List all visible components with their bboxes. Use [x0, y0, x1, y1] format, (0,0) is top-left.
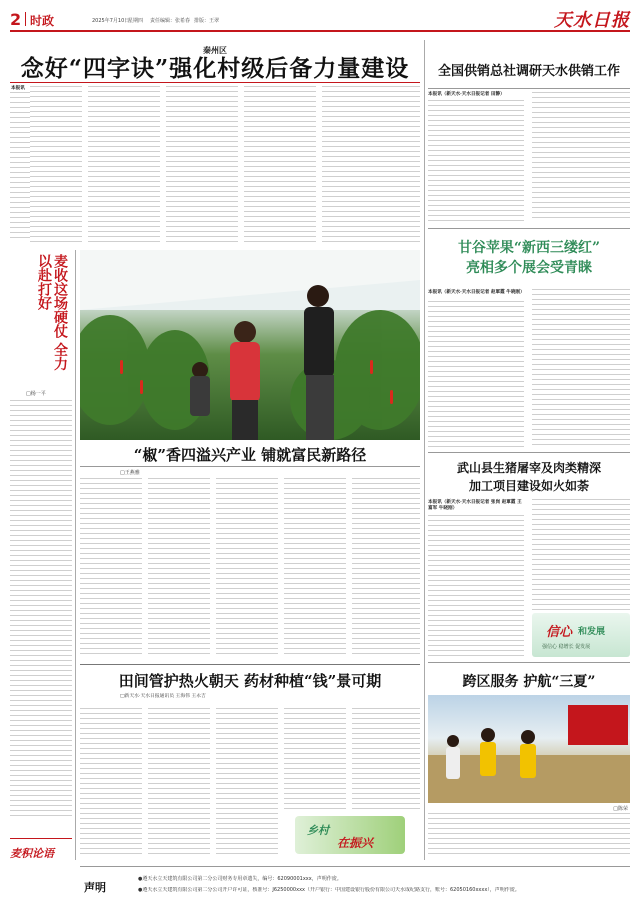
- designer-credit: 排版：王翠: [194, 18, 220, 24]
- lead-body-col-2: [88, 86, 160, 242]
- badge-line-2: 在振兴: [337, 836, 374, 850]
- pepper-rule: [80, 466, 420, 467]
- supply-headline: 全国供销总社调研天水供销工作: [437, 64, 620, 79]
- lead-kicker-text: 秦州区: [203, 45, 227, 55]
- issue-date: 2025年7月10日: [92, 18, 130, 24]
- footer-line-1: ●遵天水立天建筑有限公司第二分公司财务专用章遗失，编号：62090001xxx，声明作废。: [138, 876, 342, 882]
- pepper-headline: “椒”香四溢兴产业 铺就富民新路径: [133, 446, 367, 464]
- lead-byline: 本报讯: [11, 86, 25, 91]
- summer-byline: □陈荣: [613, 806, 628, 812]
- lead-headline: 念好“四字诀”强化村级后备力量建设: [20, 55, 410, 82]
- pepper-story: [80, 442, 420, 662]
- field-body-col-4: [284, 708, 346, 813]
- footer-label: 声明: [84, 881, 106, 894]
- wushan-story: [428, 452, 630, 660]
- field-rule-top: [80, 664, 420, 665]
- wushan-body-col-1: [428, 515, 524, 657]
- column-divider-right: [424, 40, 425, 860]
- field-story: [80, 664, 420, 860]
- supply-byline: 本报讯（新天水·天水日报记者 田静）: [428, 92, 505, 97]
- rural-revitalization-badge: [295, 816, 405, 854]
- confidence-banner: [532, 613, 630, 657]
- summer-headline: 跨区服务 护航“三夏”: [462, 674, 596, 690]
- badge-line-1: 乡村: [307, 824, 329, 837]
- pepper-body-col-2: [148, 478, 210, 658]
- confidence-slogan: 信心: [546, 625, 573, 640]
- lead-body-col-3: [166, 86, 238, 242]
- sidebar-byline: □杨一平: [26, 391, 46, 397]
- column-logo-text: 麦积论语: [10, 847, 54, 860]
- field-body-col-2: [148, 708, 210, 858]
- apple-story: [428, 228, 630, 450]
- sidebar-body: [10, 400, 72, 820]
- pepper-body-col-4: [284, 478, 346, 658]
- summer-photo-image: [428, 695, 630, 803]
- summer-photo: [428, 695, 630, 803]
- field-body-col-3: [216, 708, 278, 858]
- lead-body-col-5: [322, 86, 420, 242]
- page-number: 2: [10, 10, 22, 29]
- summer-body: [428, 813, 630, 857]
- field-body-col-5: [352, 708, 420, 813]
- pepper-body-col-1: [80, 478, 142, 658]
- issue-weekday: 星期四: [128, 18, 144, 24]
- footer-notice: [80, 866, 630, 910]
- field-body-col-1: [80, 708, 142, 858]
- lead-body-col-1b: [10, 92, 30, 242]
- pepper-photo-image: [80, 250, 420, 440]
- lead-story: [10, 34, 420, 246]
- section-name: 时政: [30, 14, 55, 28]
- apple-byline: 本报讯（新天水·天水日报记者 赵軍霞 牛晓刚）: [428, 290, 525, 295]
- confidence-subtitle: 强信心 稳增长 促发展: [542, 644, 591, 650]
- supply-story: [428, 38, 630, 226]
- editor-credit: 责任编辑：张希春: [150, 18, 191, 24]
- page-header: [10, 6, 630, 32]
- section-divider: [25, 12, 26, 26]
- wushan-body-col-2: [532, 499, 630, 611]
- lead-body-col-1: [30, 86, 82, 242]
- column-logo: [10, 838, 72, 864]
- apple-body-col-2: [532, 289, 630, 447]
- apple-body-col-1: [428, 301, 524, 447]
- apple-headline-line-2: 亮相多个展会受青睐: [466, 260, 592, 276]
- supply-rule: [428, 88, 630, 89]
- footer-line-2: ●遵天水立天建筑有限公司第二分公司开户许可证，核准号：J6250000xxx（开户银行：中国建设银行股份有限公司天水成纪路支行，账号：62050160xxxx），声明作废。: [138, 887, 520, 893]
- supply-body-col-2: [532, 92, 630, 222]
- wushan-byline: 本报讯（新天水·天水日报记者 张岗 赵軍霞 王富军 牛晓刚）: [428, 500, 522, 511]
- supply-body-col-1: [428, 100, 524, 222]
- wushan-headline-line-2: 加工项目建设如火如荼: [468, 479, 589, 493]
- lead-body-col-4: [244, 86, 316, 242]
- summer-story: [428, 662, 630, 860]
- newspaper-masthead: 天水日报: [554, 10, 630, 31]
- pepper-photo: [80, 250, 420, 440]
- column-divider-left: [75, 250, 76, 860]
- pepper-body-col-3: [216, 478, 278, 658]
- pepper-byline: □王燕雅: [120, 470, 140, 476]
- apple-headline-line-1: 甘谷苹果“新西三缕红”: [457, 240, 601, 256]
- field-byline: □新天水·天水日报通讯员 王海伟 王永吉: [120, 694, 206, 699]
- wushan-headline-line-1: 武山县生猪屠宰及肉类精深: [456, 461, 601, 475]
- confidence-slogan-2: 和发展: [578, 627, 606, 637]
- lead-rule: [10, 82, 420, 83]
- pepper-body-col-5: [352, 478, 420, 658]
- sidebar-commentary: [10, 250, 72, 870]
- field-headline: 田间管护热火朝天 药材种植“钱”景可期: [118, 672, 382, 690]
- sidebar-headline: 麦收这场硬仗 全力以赴打好: [36, 254, 68, 371]
